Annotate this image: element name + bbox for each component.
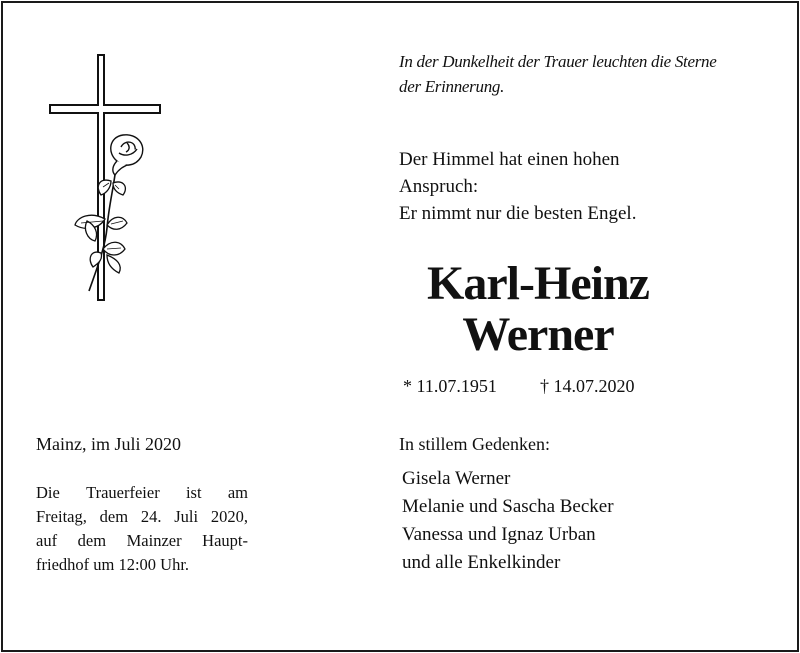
verse-line: Anspruch: — [399, 176, 479, 197]
verse-line: Er nimmt nur die besten Engel. — [399, 203, 637, 224]
funeral-word: Trauerfeier — [86, 483, 160, 502]
deceased-name — [383, 258, 693, 360]
obituary-notice — [1, 1, 799, 652]
funeral-line — [36, 529, 248, 553]
funeral-word: dem — [99, 507, 129, 526]
verse-line: Der Himmel hat einen hohen — [399, 149, 620, 170]
memorial-quote — [399, 49, 789, 99]
mourner: und alle Enkelkinder — [402, 552, 561, 573]
funeral-line — [36, 553, 248, 577]
death-date — [540, 375, 635, 397]
funeral-line — [36, 481, 248, 505]
deceased-last-name: Werner — [462, 308, 614, 361]
funeral-word: ist — [185, 483, 202, 502]
deceased-first-name: Karl-Heinz — [427, 257, 649, 310]
mourners-list — [402, 465, 782, 577]
funeral-info — [36, 481, 248, 577]
funeral-word: 24. — [140, 507, 162, 526]
funeral-word: Mainzer — [126, 531, 182, 550]
funeral-word: am — [227, 483, 248, 502]
mourner: Gisela Werner — [402, 468, 511, 489]
mourner: Vanessa und Ignaz Urban — [402, 524, 596, 545]
quote-line: der Erinnerung. — [399, 77, 505, 96]
death-date-value: 14.07.2020 — [553, 376, 635, 396]
funeral-word: auf — [36, 531, 58, 550]
funeral-word: Die — [36, 483, 60, 502]
cross-with-rose-icon — [47, 53, 165, 303]
birth-date: * 11.07.1951 — [403, 376, 497, 396]
memory-heading: In stillem Gedenken: — [399, 434, 550, 454]
funeral-word: Juli — [174, 507, 199, 526]
funeral-word: dem — [77, 531, 107, 550]
funeral-word: Freitag, — [36, 507, 87, 526]
funeral-text: friedhof um 12:00 Uhr. — [36, 555, 190, 574]
mourner: Melanie und Sascha Becker — [402, 496, 614, 517]
funeral-line — [36, 505, 248, 529]
place-and-date: Mainz, im Juli 2020 — [36, 434, 181, 454]
dagger-icon: † — [540, 376, 549, 396]
funeral-word: 2020, — [210, 507, 248, 526]
quote-line: In der Dunkelheit der Trauer leuchten die Sterne — [399, 52, 717, 71]
memorial-verse — [399, 146, 789, 227]
funeral-word: Haupt- — [202, 531, 248, 550]
